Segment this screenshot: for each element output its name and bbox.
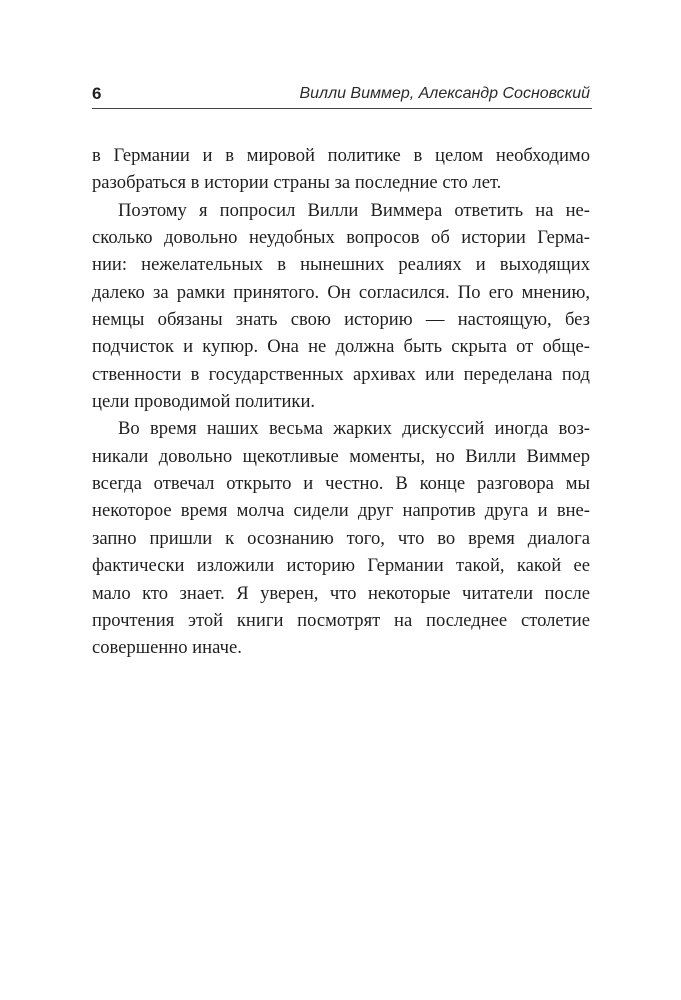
- text-line: некоторое время молча сидели друг напротив друга и вне-: [92, 500, 590, 522]
- text-line: нии: нежелательных в нынешних реалиях и выходящих: [92, 254, 590, 276]
- text-line: прочтения этой книги посмотрят на последнее столетие: [92, 609, 590, 631]
- body-text: [92, 142, 590, 662]
- text-line: цели проводимой политики.: [92, 391, 316, 413]
- text-line: ственности в государственных архивах или переделана под: [92, 363, 590, 385]
- text-line: далеко за рамки принятого. Он согласился. По его мнению,: [92, 281, 590, 303]
- text-line: мало кто знает. Я уверен, что некоторые читатели после: [92, 582, 590, 604]
- text-line: подчисток и купюр. Она не должна быть скрыта от обще-: [92, 336, 590, 358]
- text-line: Во время наших весьма жарких дискуссий иногда воз-: [118, 418, 590, 440]
- text-line: запно пришли к осознанию того, что во время диалога: [92, 527, 590, 549]
- text-line: совершенно иначе.: [92, 637, 242, 659]
- text-line: Поэтому я попросил Вилли Виммера ответить на не-: [118, 199, 590, 221]
- text-line: немцы обязаны знать свою историю — настоящую, без: [92, 309, 590, 331]
- text-line: никали довольно щекотливые моменты, но Вилли Виммер: [92, 445, 590, 467]
- running-header: [92, 80, 592, 109]
- text-line: разобраться в истории страны за последние сто лет.: [92, 172, 502, 194]
- text-line: в Германии и в мировой политике в целом необходимо: [92, 145, 590, 166]
- text-line: сколько довольно неудобных вопросов об истории Герма-: [92, 227, 590, 249]
- text-line: фактически изложили историю Германии такой, какой ее: [92, 555, 590, 577]
- page-number: 6: [92, 84, 102, 103]
- text-line: всегда отвечал открыто и честно. В конце разговора мы: [92, 473, 590, 495]
- running-title: Вилли Виммер, Александр Сосновский: [299, 85, 590, 102]
